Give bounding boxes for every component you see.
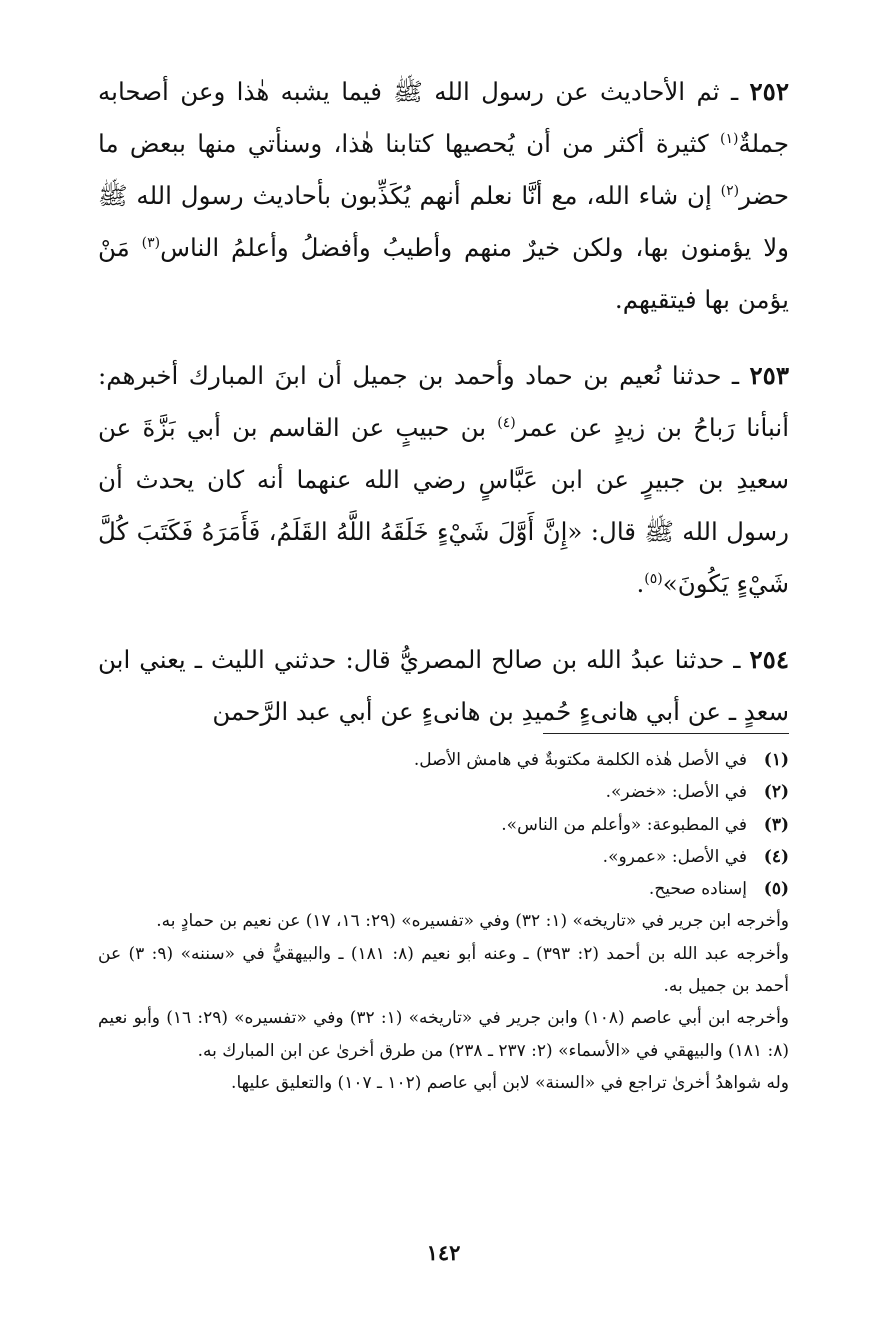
- hadith-text: إن شاء الله، مع أنَّا نعلم أنهم يُكَذِّبون بأحاديث رسول الله ﷺ ولا يؤمنون بها، ولكن خيرٌ منهم وأطيبُ وأفضلُ وأعلمُ الناس: [98, 181, 789, 262]
- footnote-continuation: وأخرجه ابن أبي عاصم (١٠٨) وابن جرير في «تاريخه» (١: ٣٢) وفي «تفسيره» (٢٩: ١٦) وأبو نعيم (٨: ١٨١) والبيهقي في «الأسماء» (٢: ٢٣٧ ـ ٢٣٨) من طرق أخرىٰ عن ابن المبارك به.: [98, 1008, 789, 1061]
- hadith-number: ٢٥٢: [749, 77, 789, 106]
- footnote: [98, 841, 789, 873]
- footnote-text: في الأصل: «خضر».: [605, 782, 747, 803]
- hadith-254: [98, 634, 789, 738]
- hadith-text: .: [636, 569, 645, 598]
- footnote-text: في الأصل: «عمرو».: [602, 846, 747, 867]
- footnote-text: في المطبوعة: «وأعلم من الناس».: [501, 814, 747, 835]
- hadith-text: كثيرة أكثر من أن يُحصيها كتابنا هٰذا، وسنأتي منها ببعض ما حضر: [98, 129, 789, 210]
- footnote-divider: [543, 733, 789, 734]
- footnote-ref: (٢): [720, 182, 740, 199]
- hadith-text: بن حبيبٍ عن القاسم بن أبي بَزَّةَ عن سعيدِ بن جبيرٍ عن ابن عَبَّاسٍ رضي الله عنهما أنه كان يحدث أن رسول الله ﷺ قال: «إِنَّ أَوَّلَ شَيْءٍ خَلَقَهُ اللَّهُ القَلَمُ، فَأَمَرَهُ فَكَتَبَ كُلَّ شَيْءٍ يَكُونَ»: [98, 413, 789, 598]
- footnote-ref: (٣): [141, 234, 161, 251]
- hadith-text: ـ ثم الأحاديث عن رسول الله ﷺ فيما يشبه هٰذا وعن أصحابه جملةٌ: [98, 77, 789, 158]
- footnote-number: (٤): [763, 846, 789, 867]
- page-number: ١٤٢: [426, 1240, 461, 1265]
- footnote-ref: (١): [719, 130, 739, 147]
- footnote-number: (٣): [763, 814, 789, 835]
- footnote: [98, 744, 789, 776]
- footnote: [98, 776, 789, 808]
- hadith-253: [98, 350, 789, 610]
- hadith-number: ٢٥٣: [749, 361, 789, 390]
- hadith-text: مَنْ يؤمن بها فيتقيهم.: [98, 233, 789, 314]
- footnote-number: (١): [763, 750, 789, 770]
- footnote-ref: (٤): [497, 414, 516, 431]
- footnotes: [98, 744, 789, 1099]
- footnote-text: في الأصل هٰذه الكلمة مكتوبةٌ في هامش الأصل.: [413, 750, 747, 770]
- footnote-continuation: وأخرجه ابن جرير في «تاريخه» (١: ٣٢) وفي «تفسيره» (٢٩: ١٦، ١٧) عن نعيم بن حمادٍ به.: [156, 911, 789, 932]
- hadith-252: [98, 66, 789, 326]
- footnote-text: إسناده صحيح.: [648, 879, 747, 900]
- hadith-text: ـ حدثنا عبدُ الله بن صالح المصريُّ قال: حدثني الليث ـ يعني ابن سعدٍ ـ عن أبي هانىءٍ حُميدِ بن هانىءٍ عن أبي عبد الرَّحمن: [98, 645, 789, 726]
- hadith-number: ٢٥٤: [749, 645, 789, 674]
- footnote-ref: (٥): [644, 570, 663, 587]
- footnote-continuation: وله شواهدُ أخرىٰ تراجع في «السنة» لابن أبي عاصم (١٠٢ ـ ١٠٧) والتعليق عليها.: [231, 1072, 789, 1093]
- footnote: [98, 873, 789, 905]
- hadith-text: ـ حدثنا نُعيم بن حماد وأحمد بن جميل أن ابنَ المبارك أخبرهم: أنبأنا رَباحُ بن زيدٍ عن عمر: [98, 361, 790, 442]
- footnote: [98, 809, 789, 841]
- footnote-continuation: وأخرجه عبد الله بن أحمد (٢: ٣٩٣) ـ وعنه أبو نعيم (٨: ١٨١) ـ والبيهقيُّ في «سننه» (٩: ٣) عن أحمد بن جميل به.: [98, 943, 789, 997]
- main-text: [98, 66, 789, 738]
- footnote-number: (٢): [763, 782, 789, 803]
- footnote-number: (٥): [763, 879, 789, 900]
